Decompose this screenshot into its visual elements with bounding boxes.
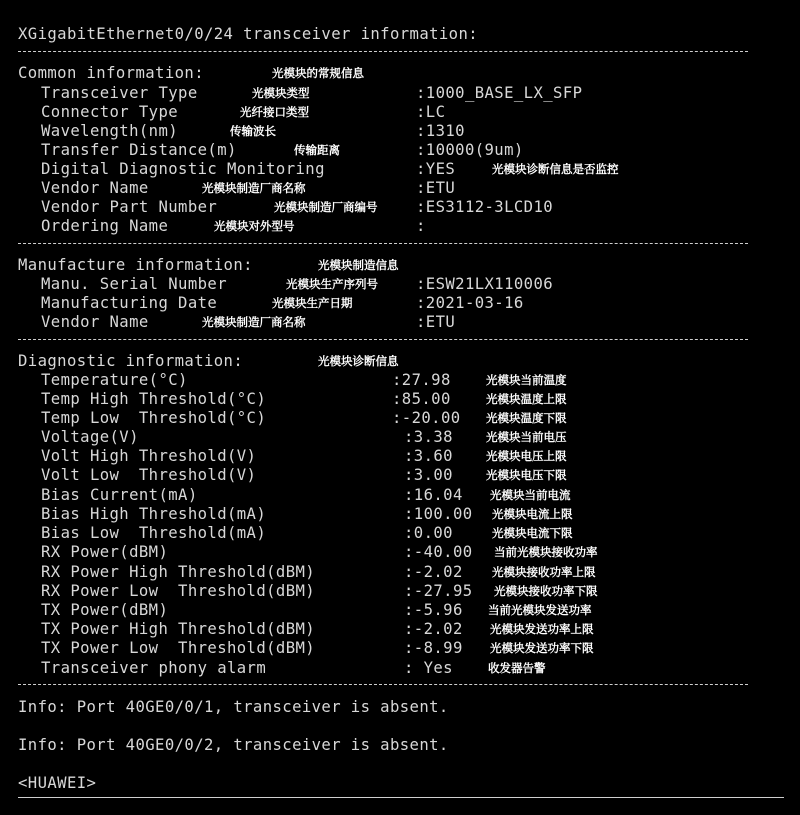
row-value: :-27.95: [404, 582, 473, 600]
separator: [18, 684, 748, 685]
row-key: Digital Diagnostic Monitoring: [41, 160, 325, 178]
row-value: :1310: [416, 122, 465, 140]
row-value-note: 光模块发送功率下限: [490, 641, 594, 655]
row-key: Vendor Part Number: [41, 198, 218, 216]
row-value-note: 光模块温度上限: [486, 392, 567, 406]
row-value-note: 当前光模块发送功率: [488, 603, 592, 617]
row-key: Volt High Threshold(V): [41, 447, 257, 465]
row-key: RX Power Low Threshold(dBM): [41, 582, 316, 600]
row-value-note: 光模块接收功率上限: [492, 565, 596, 579]
row-note: 光模块制造厂商编号: [274, 200, 378, 214]
row-key: Volt Low Threshold(V): [41, 466, 257, 484]
row-value: :-20.00: [392, 409, 461, 427]
divider: [18, 797, 784, 798]
row-value: :27.98: [392, 371, 451, 389]
row-value: :-2.02: [404, 620, 463, 638]
row-value: :0.00: [404, 524, 453, 542]
row-value: :100.00: [404, 505, 473, 523]
row-value: :ES3112-3LCD10: [416, 198, 554, 216]
row-value: :LC: [416, 103, 446, 121]
row-key: Vendor Name: [41, 313, 149, 331]
row-value-note: 光模块当前温度: [486, 373, 567, 387]
row-note: 光纤接口类型: [240, 105, 309, 119]
row-value-note: 光模块诊断信息是否监控: [492, 162, 619, 176]
row-value-note: 光模块电压下限: [486, 468, 567, 482]
row-value-note: 光模块电流上限: [492, 507, 573, 521]
row-value: :3.60: [404, 447, 453, 465]
row-value: :-2.02: [404, 563, 463, 581]
cli-prompt[interactable]: <HUAWEI>: [18, 774, 97, 792]
row-value-note: 光模块电流下限: [492, 526, 573, 540]
row-value: :ESW21LX110006: [416, 275, 554, 293]
row-value: :: [416, 217, 426, 235]
row-value-note: 光模块发送功率上限: [490, 622, 594, 636]
row-key: RX Power(dBM): [41, 543, 169, 561]
row-value: :3.38: [404, 428, 453, 446]
row-note: 光模块制造厂商名称: [202, 315, 306, 329]
row-value-note: 光模块电压上限: [486, 449, 567, 463]
row-key: Manu. Serial Number: [41, 275, 227, 293]
separator: [18, 339, 748, 340]
separator: [18, 243, 748, 244]
row-key: Vendor Name: [41, 179, 149, 197]
row-value: :1000_BASE_LX_SFP: [416, 84, 583, 102]
row-key: Temp Low Threshold(°C): [41, 409, 267, 427]
row-key: Temperature(°C): [41, 371, 188, 389]
row-value-note: 收发器告警: [488, 661, 546, 675]
row-value: :YES: [416, 160, 456, 178]
row-note: 光模块类型: [252, 86, 310, 100]
row-value: :ETU: [416, 313, 456, 331]
row-note: 光模块制造厂商名称: [202, 181, 306, 195]
row-key: TX Power High Threshold(dBM): [41, 620, 316, 638]
row-value: :85.00: [392, 390, 451, 408]
row-value: :-40.00: [404, 543, 473, 561]
row-note: 传输距离: [294, 143, 340, 157]
row-key: Bias Current(mA): [41, 486, 198, 504]
row-value: :-5.96: [404, 601, 463, 619]
row-value: :-8.99: [404, 639, 463, 657]
row-key: Transfer Distance(m): [41, 141, 237, 159]
common-header-note: 光模块的常规信息: [272, 66, 364, 80]
row-key: TX Power(dBM): [41, 601, 169, 619]
row-key: Bias Low Threshold(mA): [41, 524, 267, 542]
manufacture-header: Manufacture information:: [18, 256, 253, 274]
info-line: Info: Port 40GE0/0/2, transceiver is absent.: [18, 736, 449, 754]
row-key: TX Power Low Threshold(dBM): [41, 639, 316, 657]
title-line: XGigabitEthernet0/0/24 transceiver information:: [18, 25, 479, 43]
row-value: :2021-03-16: [416, 294, 524, 312]
row-key: RX Power High Threshold(dBM): [41, 563, 316, 581]
diagnostic-header-note: 光模块诊断信息: [318, 354, 399, 368]
row-value-note: 光模块接收功率下限: [494, 584, 598, 598]
row-key: Wavelength(nm): [41, 122, 179, 140]
row-value-note: 当前光模块接收功率: [494, 545, 598, 559]
info-line: Info: Port 40GE0/0/1, transceiver is absent.: [18, 698, 449, 716]
row-key: Ordering Name: [41, 217, 169, 235]
row-key: Transceiver phony alarm: [41, 659, 267, 677]
manufacture-header-note: 光模块制造信息: [318, 258, 399, 272]
row-key: Transceiver Type: [41, 84, 198, 102]
row-value: :10000(9um): [416, 141, 524, 159]
row-key: Temp High Threshold(°C): [41, 390, 267, 408]
row-note: 光模块生产日期: [272, 296, 353, 310]
row-value: :ETU: [416, 179, 456, 197]
row-value-note: 光模块当前电流: [490, 488, 571, 502]
common-header: Common information:: [18, 64, 204, 82]
row-value-note: 光模块温度下限: [486, 411, 567, 425]
row-key: Voltage(V): [41, 428, 139, 446]
row-note: 光模块生产序列号: [286, 277, 378, 291]
row-value-note: 光模块当前电压: [486, 430, 567, 444]
row-value: :3.00: [404, 466, 453, 484]
row-value: : Yes: [404, 659, 453, 677]
row-value: :16.04: [404, 486, 463, 504]
diagnostic-header: Diagnostic information:: [18, 352, 244, 370]
separator: [18, 51, 748, 52]
row-note: 光模块对外型号: [214, 219, 295, 233]
row-key: Connector Type: [41, 103, 179, 121]
row-key: Bias High Threshold(mA): [41, 505, 267, 523]
row-note: 传输波长: [230, 124, 276, 138]
row-key: Manufacturing Date: [41, 294, 218, 312]
